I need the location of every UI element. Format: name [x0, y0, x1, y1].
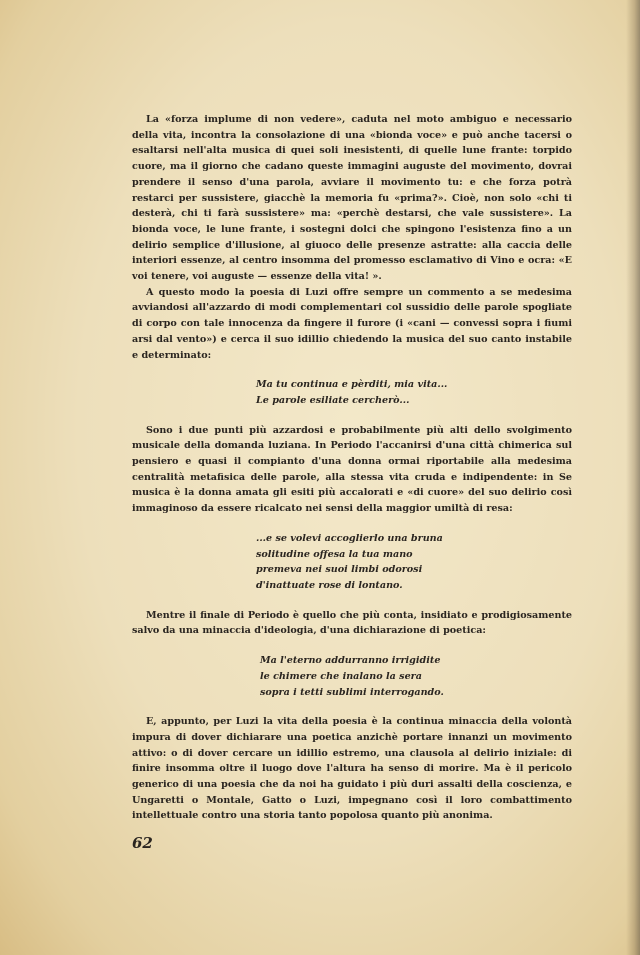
- verse-quote-3: [132, 653, 572, 700]
- verse-line: Le parole esiliate cercherò...: [256, 394, 410, 406]
- paragraph-1: La «forza implume di non vedere», caduta nel moto ambiguo e necessario della vita, incontra la consolazione di una «bionda voce» e può anche tacersi o esaltarsi nell'alta musica di quei soli inesistenti, di quelle lune frante: torpido cuore, ma il giorno che cadano queste immagini auguste del movimento, dovrai prendere il senso d'una parola, avviare il movimento tu: e che forza potrà restarci per sussistere, giacchè la memoria fu «prima?». Cioè, non solo «chi ti desterà, chi ti farà sussistere» ma: «perchè destarsi, che vale sussistere». La bionda voce, le lune frante, i sostegni dolci che spingono l'esistenza fino a un delirio semplice d'illusione, al giuoco delle presenze astratte: alla caccia delle interiori essenze, al centro insomma del promesso esclamativo di Vino e ocra: «E voi tenere, voi auguste — essenze della vita! ».: [132, 114, 572, 283]
- paragraph-5: E, appunto, per Luzi la vita della poesia è la continua minaccia della volontà impura di dover dichiarare una poetica anzichè portare innanzi un movimento attivo: o di dover cercare un idillio estremo, una clausola al delirio iniziale: di finire insomma oltre il luogo dove l'altura ha senso di morire. Ma è il pericolo generico di una poesia che da noi ha guidato i più duri assalti della coscienza, e Ungaretti o Montale, Gatto o Luzi, impegnano così il loro combattimento intellettuale contro una storia tanto popolosa quanto più anonima.: [132, 716, 572, 822]
- verse-line: Ma tu continua e pèrditi, mia vita...: [256, 379, 448, 391]
- verse-line: ...e se volevi accoglierlo una bruna: [256, 532, 443, 544]
- paragraph-4: Mentre il finale di Periodo è quello che più conta, insidiato e prodigiosamente salvo da una minaccia d'ideologia, d'una dichiarazione di poetica:: [132, 609, 572, 637]
- paragraph-3: Sono i due punti più azzardosi e probabilmente più alti dello svolgimento musicale della domanda luziana. In Periodo l'accanirsi d'una città chimerica sul pensiero e quasi il compianto d'una donna ormai riportabile alla medesima centralità metafisica delle parole, alla stessa vita cruda e indipendente: in Se musica è la donna amata gli esiti più accalorati e «di cuore» del suo delirio così immaginoso da essere ricalcato nei sensi della maggior umiltà di resa:: [132, 424, 572, 515]
- paragraph-2: A questo modo la poesia di Luzi offre sempre un commento a se medesima avviandosi all'azzardo di modi complementari col sussidio delle parole spogliate di corpo con tale innocenza da fingere il furore (i «cani — convessi sopra i fiumi arsi dal vento») e cerca il suo idillio chiedendo la musica del suo canto instabile e determinato:: [132, 286, 572, 361]
- verse-line: premeva nei suoi limbi odorosi: [256, 564, 423, 576]
- verse-line: d'inattuate rose di lontano.: [256, 579, 403, 591]
- verse-quote-1: [132, 377, 572, 408]
- page-edge-shadow: [626, 0, 640, 955]
- verse-line: Ma l'eterno addurranno irrigidite: [260, 655, 441, 667]
- verse-quote-2: [132, 531, 572, 594]
- verse-line: solitudine offesa la tua mano: [256, 548, 413, 560]
- verse-line: le chimere che inalano la sera: [260, 670, 422, 682]
- page-number: 62: [132, 834, 153, 852]
- body-text: [132, 112, 572, 824]
- verse-line: sopra i tetti sublimi interrogando.: [260, 686, 444, 698]
